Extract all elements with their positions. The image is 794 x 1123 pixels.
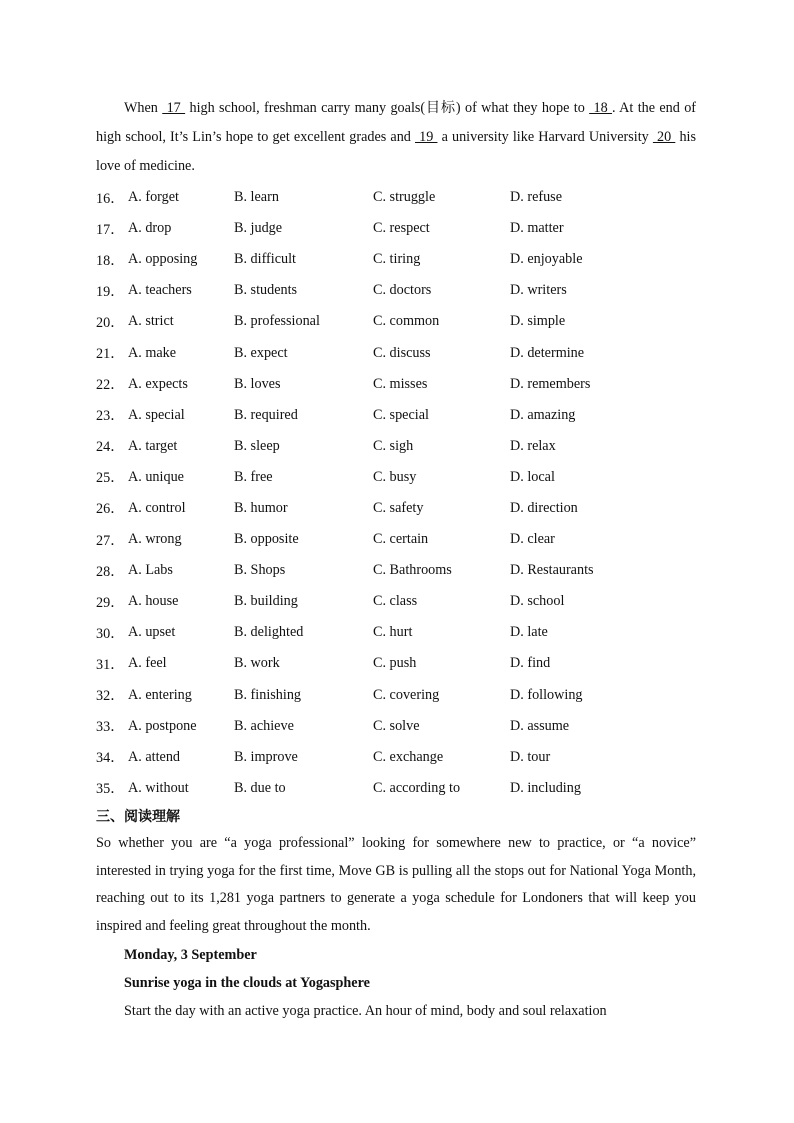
blank-18: 18 — [589, 100, 613, 116]
passage-text: high school, freshman carry many goals(目标) of what they hope to — [185, 100, 590, 116]
passage-text: . At the end of high school, It’s Lin’s hope to get excellent grades and — [96, 100, 697, 145]
question-number: 29． — [96, 594, 125, 611]
option-b: B. free — [234, 468, 273, 485]
option-c: C. exchange — [373, 748, 444, 765]
option-b: B. sleep — [234, 437, 280, 454]
document-content — [96, 94, 696, 1025]
option-d: D. including — [510, 779, 581, 796]
event-text: Start the day with an active yoga practice. An hour of mind, body and soul relaxation — [124, 1002, 607, 1019]
question-row — [96, 524, 696, 555]
option-a: A. house — [128, 593, 179, 610]
question-number: 23． — [96, 408, 125, 425]
option-d: D. simple — [510, 313, 566, 330]
question-number: 21． — [96, 346, 125, 363]
option-a: A. upset — [128, 624, 176, 641]
option-b: B. building — [234, 593, 298, 610]
option-b: B. Shops — [234, 562, 286, 579]
question-number: 35． — [96, 781, 125, 798]
option-b: B. difficult — [234, 251, 297, 268]
option-b: B. finishing — [234, 686, 302, 703]
option-d: D. relax — [510, 437, 556, 454]
reading-intro-text: So whether you are “a yoga professional” looking for somewhere new to practice, or “a novice” interested in trying yoga for the first time, Move GB is pulling all the stops out for National Yoga Month, reaching out to its 1,281 yoga partners to generate a yoga schedule for Londoners that will keep you inspired and feeling great throughout the month. — [96, 834, 696, 934]
question-number: 16． — [96, 190, 125, 207]
option-b: B. expect — [234, 344, 288, 361]
option-c: C. push — [373, 655, 417, 672]
option-d: D. enjoyable — [510, 251, 583, 268]
section-title: 三、阅读理解 — [96, 808, 180, 825]
option-a: A. target — [128, 437, 178, 454]
option-a: A. drop — [128, 220, 172, 237]
option-b: B. delighted — [234, 624, 304, 641]
option-d: D. late — [510, 624, 548, 641]
option-b: B. opposite — [234, 531, 299, 548]
option-a: A. special — [128, 406, 185, 423]
option-b: B. humor — [234, 499, 288, 516]
cloze-passage-end — [96, 94, 696, 181]
option-b: B. loves — [234, 375, 281, 392]
date-heading: Monday, 3 September — [124, 946, 257, 963]
option-b: B. professional — [234, 313, 320, 330]
option-b: B. due to — [234, 779, 286, 796]
option-c: C. busy — [373, 468, 417, 485]
reading-intro — [96, 830, 696, 941]
option-d: D. tour — [510, 748, 551, 765]
question-row — [96, 742, 696, 773]
option-d: D. school — [510, 593, 565, 610]
question-row — [96, 400, 696, 431]
question-row — [96, 337, 696, 368]
option-d: D. amazing — [510, 406, 576, 423]
question-row — [96, 213, 696, 244]
question-row — [96, 773, 696, 804]
option-d: D. local — [510, 468, 555, 485]
question-row — [96, 493, 696, 524]
option-a: A. postpone — [128, 717, 197, 734]
option-b: B. students — [234, 282, 298, 299]
option-a: A. attend — [128, 748, 181, 765]
question-number: 25． — [96, 470, 125, 487]
question-number: 30． — [96, 625, 125, 642]
option-d: D. writers — [510, 282, 567, 299]
option-c: C. misses — [373, 375, 428, 392]
option-c: C. struggle — [373, 189, 436, 206]
option-c: C. Bathrooms — [373, 562, 452, 579]
question-row — [96, 586, 696, 617]
option-b: B. judge — [234, 220, 283, 237]
question-row — [96, 555, 696, 586]
option-d: D. following — [510, 686, 583, 703]
question-number: 27． — [96, 532, 125, 549]
question-number: 33． — [96, 719, 125, 736]
option-c: C. sigh — [373, 437, 414, 454]
option-d: D. direction — [510, 499, 578, 516]
option-c: C. solve — [373, 717, 420, 734]
option-a: A. forget — [128, 189, 179, 206]
question-row — [96, 680, 696, 711]
option-d: D. clear — [510, 531, 555, 548]
option-b: B. achieve — [234, 717, 294, 734]
blank-20: 20 — [652, 129, 676, 145]
option-a: A. strict — [128, 313, 174, 330]
option-a: A. expects — [128, 375, 188, 392]
question-number: 31． — [96, 656, 125, 673]
question-number: 32． — [96, 688, 125, 705]
event-heading: Sunrise yoga in the clouds at Yogasphere — [124, 974, 370, 991]
question-options-list — [96, 182, 696, 804]
question-number: 24． — [96, 439, 125, 456]
question-row — [96, 462, 696, 493]
blank-17: 17 — [162, 100, 186, 116]
question-row — [96, 182, 696, 213]
option-d: D. find — [510, 655, 551, 672]
option-a: A. entering — [128, 686, 192, 703]
option-d: D. determine — [510, 344, 585, 361]
option-c: C. respect — [373, 220, 430, 237]
option-a: A. make — [128, 344, 177, 361]
question-number: 20． — [96, 314, 125, 331]
blank-19: 19 — [415, 129, 438, 145]
option-c: C. covering — [373, 686, 440, 703]
question-row — [96, 369, 696, 400]
option-d: D. remembers — [510, 375, 591, 392]
option-d: D. matter — [510, 220, 564, 237]
option-a: A. wrong — [128, 531, 182, 548]
question-number: 17． — [96, 221, 125, 238]
option-c: C. hurt — [373, 624, 413, 641]
option-c: C. safety — [373, 499, 424, 516]
option-a: A. opposing — [128, 251, 198, 268]
option-c: C. special — [373, 406, 429, 423]
option-a: A. feel — [128, 655, 167, 672]
option-a: A. without — [128, 779, 189, 796]
option-d: D. assume — [510, 717, 570, 734]
option-c: C. certain — [373, 531, 429, 548]
question-number: 34． — [96, 750, 125, 767]
question-number: 28． — [96, 563, 125, 580]
question-row — [96, 711, 696, 742]
passage-text: When — [124, 100, 163, 116]
question-row — [96, 275, 696, 306]
question-row — [96, 431, 696, 462]
question-row — [96, 306, 696, 337]
question-row — [96, 617, 696, 648]
question-row — [96, 244, 696, 275]
option-b: B. required — [234, 406, 298, 423]
passage-text: a university like Harvard University — [437, 129, 653, 145]
option-c: C. according to — [373, 779, 461, 796]
option-a: A. unique — [128, 468, 184, 485]
option-b: B. improve — [234, 748, 298, 765]
option-b: B. work — [234, 655, 280, 672]
option-b: B. learn — [234, 189, 279, 206]
option-c: C. common — [373, 313, 440, 330]
option-a: A. Labs — [128, 562, 173, 579]
question-number: 26． — [96, 501, 125, 518]
option-c: C. doctors — [373, 282, 432, 299]
question-number: 19． — [96, 283, 125, 300]
option-c: C. tiring — [373, 251, 421, 268]
option-c: C. class — [373, 593, 418, 610]
question-number: 18． — [96, 252, 125, 269]
option-d: D. Restaurants — [510, 562, 594, 579]
option-a: A. teachers — [128, 282, 192, 299]
option-d: D. refuse — [510, 189, 562, 206]
option-a: A. control — [128, 499, 186, 516]
question-number: 22． — [96, 377, 125, 394]
passage-text: his love of medicine. — [96, 129, 697, 174]
option-c: C. discuss — [373, 344, 431, 361]
question-row — [96, 648, 696, 679]
